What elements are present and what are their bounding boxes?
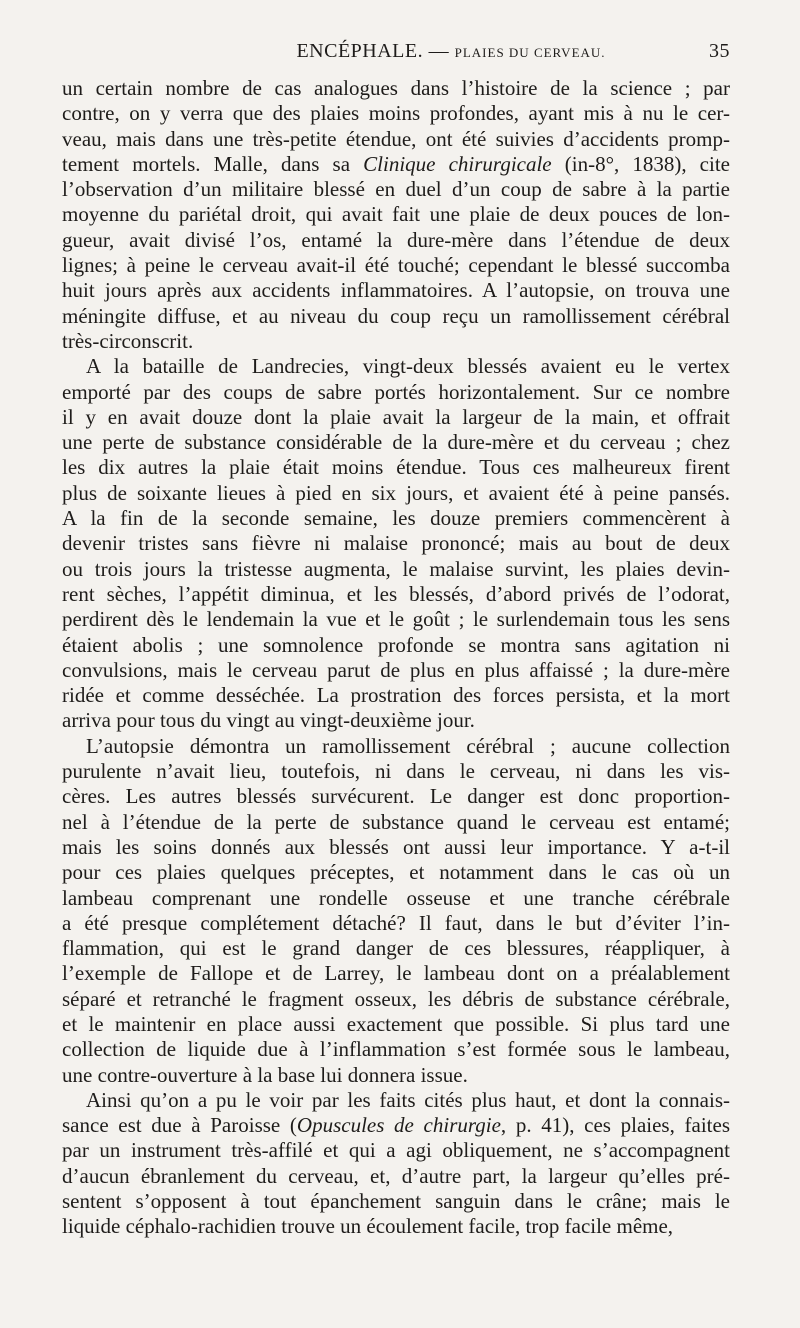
page-content [62, 40, 730, 1300]
text-line: méningite diffuse, et au niveau du coup reçu un ramollissement cérébral [62, 303, 730, 328]
text-line: séparé et retranché le fragment osseux, les débris de substance cérébrale, [62, 986, 730, 1011]
text-line: convulsions, mais le cerveau parut de plus en plus affaissé ; la dure-mère [62, 657, 730, 682]
body-text [62, 76, 730, 1240]
text-line: flammation, qui est le grand danger de ces blessures, réappliquer, à [62, 936, 730, 961]
running-head [62, 40, 730, 76]
text-line: lignes; à peine le cerveau avait-il été touché; cependant le blessé succomba [62, 253, 730, 278]
text-line: d’aucun ébranlement du cerveau, et, d’autre part, la largeur qu’elles pré- [62, 1163, 730, 1188]
text-line: A la bataille de Landrecies, vingt-deux blessés avaient eu le vertex [86, 354, 730, 379]
text-line: tement mortels. Malle, dans sa Clinique chirurgicale (in-8°, 1838), cite [62, 151, 730, 176]
text-line: cères. Les autres blessés survécurent. Le danger est donc proportion- [62, 784, 730, 809]
text-line: contre, on y verra que des plaies moins profondes, ayant mis à nu le cer- [62, 101, 730, 126]
running-head-title [296, 40, 605, 63]
text-line: ou trois jours la tristesse augmenta, le malaise survint, les plaies devin- [62, 556, 730, 581]
text-line: rent sèches, l’appétit diminua, et les blessés, d’abord privés de l’odorat, [62, 581, 730, 606]
chapter-title: ENCÉPHALE. [296, 40, 424, 62]
text-line: un certain nombre de cas analogues dans l’histoire de la science ; par [62, 76, 730, 100]
text-line: étaient abolis ; une somnolence profonde se montra sans agitation ni [62, 632, 730, 657]
paragraph [62, 76, 730, 354]
text-line: et le maintenir en place aussi exactement que possible. Si plus tard une [62, 1011, 730, 1036]
text-line: il y en avait douze dont la plaie avait la largeur de la main, et offrait [62, 404, 730, 429]
text-line: huit jours après aux accidents inflammatoires. A l’autopsie, on trouva une [62, 278, 730, 303]
text-line: l’observation d’un militaire blessé en duel d’un coup de sabre à la partie [62, 177, 730, 202]
text-line: a été presque complétement détaché? Il faut, dans le but d’éviter l’in- [62, 910, 730, 935]
text-line: plus de soixante lieues à pied en six jours, et avaient été à peine pansés. [62, 480, 730, 505]
section-title: PLAIES DU CERVEAU. [454, 45, 606, 60]
text-line: purulente n’avait lieu, toutefois, ni dans le cerveau, ni dans les vis- [62, 759, 730, 784]
text-line: les dix autres la plaie était moins étendue. Tous ces malheureux firent [62, 455, 730, 480]
text-line: moyenne du pariétal droit, qui avait fait une plaie de deux pouces de lon- [62, 202, 730, 227]
paragraph [62, 734, 730, 1088]
text-line: sentent s’opposent à tout épanchement sanguin dans le crâne; mais le [62, 1189, 730, 1214]
text-line: devenir tristes sans fièvre ni malaise prononcé; mais au bout de deux [62, 531, 730, 556]
text-line: Ainsi qu’on a pu le voir par les faits cités plus haut, et dont la connais- [86, 1087, 730, 1112]
title-dash: — [428, 40, 450, 62]
text-line: nel à l’étendue de la perte de substance quand le cerveau est entamé; [62, 809, 730, 834]
text-line: mais les soins donnés aux blessés ont aussi leur importance. Y a-t-il [62, 834, 730, 859]
paragraph [62, 1088, 730, 1240]
text-line: A la fin de la seconde semaine, les douze premiers commencèrent à [62, 506, 730, 531]
page-number: 35 [709, 40, 730, 62]
text-line: collection de liquide due à l’inflammation s’est formée sous le lambeau, [62, 1037, 730, 1062]
text-line: pour ces plaies quelques préceptes, et notamment dans le cas où un [62, 860, 730, 885]
paragraph [62, 354, 730, 733]
text-line: perdirent dès le lendemain la vue et le goût ; le surlendemain tous les sens [62, 607, 730, 632]
text-line: l’exemple de Fallope et de Larrey, le lambeau dont on a préalablement [62, 961, 730, 986]
text-line: L’autopsie démontra un ramollissement cérébral ; aucune collection [86, 733, 730, 758]
text-line: lambeau comprenant une rondelle osseuse et une tranche cérébrale [62, 885, 730, 910]
text-line: emporté par des coups de sabre portés horizontalement. Sur ce nombre [62, 379, 730, 404]
text-line: veau, mais dans une très-petite étendue, ont été suivies d’accidents promp- [62, 126, 730, 151]
text-line: une perte de substance considérable de la dure-mère et du cerveau ; chez [62, 430, 730, 455]
text-line: une contre-ouverture à la base lui donnera issue. [62, 1062, 468, 1087]
text-line: ridée et comme desséchée. La prostration des forces persista, et la mort [62, 683, 730, 708]
text-line: liquide céphalo-rachidien trouve un écoulement facile, trop facile même, [62, 1214, 674, 1239]
text-line: par un instrument très-affilé et qui a agi obliquement, ne s’accompagnent [62, 1138, 730, 1163]
text-line: sance est due à Paroisse (Opuscules de chirurgie, p. 41), ces plaies, faites [62, 1113, 730, 1138]
text-line: très-circonscrit. [62, 328, 194, 353]
text-line: gueur, avait divisé l’os, entamé la dure-mère dans l’étendue de deux [62, 227, 730, 252]
text-line: arriva pour tous du vingt au vingt-deuxième jour. [62, 708, 475, 733]
